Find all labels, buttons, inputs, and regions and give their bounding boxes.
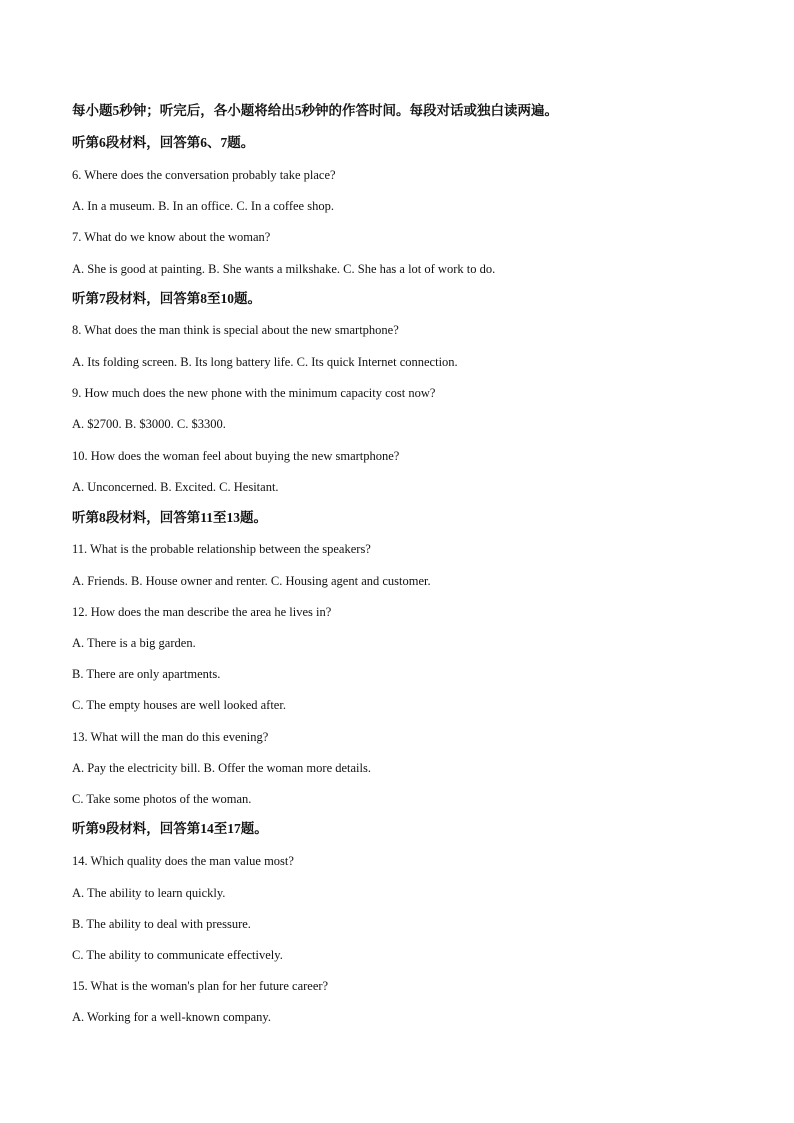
question-11: 11. What is the probable relationship between the speakers? — [72, 542, 371, 556]
question-7-options: A. She is good at painting. B. She wants a milkshake. C. She has a lot of work to do. — [72, 262, 496, 276]
question-15: 15. What is the woman's plan for her future career? — [72, 979, 329, 993]
question-14-option-b: B. The ability to deal with pressure. — [72, 917, 251, 931]
question-6-options: A. In a museum. B. In an office. C. In a coffee shop. — [72, 199, 334, 213]
question-8: 8. What does the man think is special about the new smartphone? — [72, 323, 399, 337]
question-8-options: A. Its folding screen. B. Its long battery life. C. Its quick Internet connection. — [72, 355, 458, 369]
section-heading: 听第7段材料，回答第8至10题。 — [72, 291, 261, 306]
section-heading: 听第8段材料，回答第11至13题。 — [72, 510, 268, 525]
question-10-options: A. Unconcerned. B. Excited. C. Hesitant. — [72, 480, 279, 494]
question-7: 7. What do we know about the woman? — [72, 230, 271, 244]
instruction-line: 每小题5秒钟；听完后，各小题将给出5秒钟的作答时间。每段对话或独白读两遍。 — [72, 103, 558, 118]
question-14-option-c: C. The ability to communicate effectively. — [72, 948, 283, 962]
question-14: 14. Which quality does the man value most? — [72, 854, 294, 868]
question-12-option-c: C. The empty houses are well looked after. — [72, 698, 286, 712]
question-13: 13. What will the man do this evening? — [72, 730, 269, 744]
question-12-option-a: A. There is a big garden. — [72, 636, 196, 650]
question-9: 9. How much does the new phone with the minimum capacity cost now? — [72, 386, 436, 400]
question-12-option-b: B. There are only apartments. — [72, 667, 221, 681]
question-11-options: A. Friends. B. House owner and renter. C. Housing agent and customer. — [72, 574, 431, 588]
question-9-options: A. $2700. B. $3000. C. $3300. — [72, 417, 226, 431]
question-10: 10. How does the woman feel about buying the new smartphone? — [72, 449, 400, 463]
question-13-option-c: C. Take some photos of the woman. — [72, 792, 252, 806]
question-12: 12. How does the man describe the area he lives in? — [72, 605, 332, 619]
question-14-option-a: A. The ability to learn quickly. — [72, 886, 226, 900]
question-6: 6. Where does the conversation probably take place? — [72, 168, 336, 182]
question-15-option-a: A. Working for a well-known company. — [72, 1010, 271, 1024]
section-heading: 听第9段材料，回答第14至17题。 — [72, 821, 268, 836]
question-13-options-ab: A. Pay the electricity bill. B. Offer the woman more details. — [72, 761, 371, 775]
section-heading: 听第6段材料，回答第6、7题。 — [72, 135, 255, 150]
